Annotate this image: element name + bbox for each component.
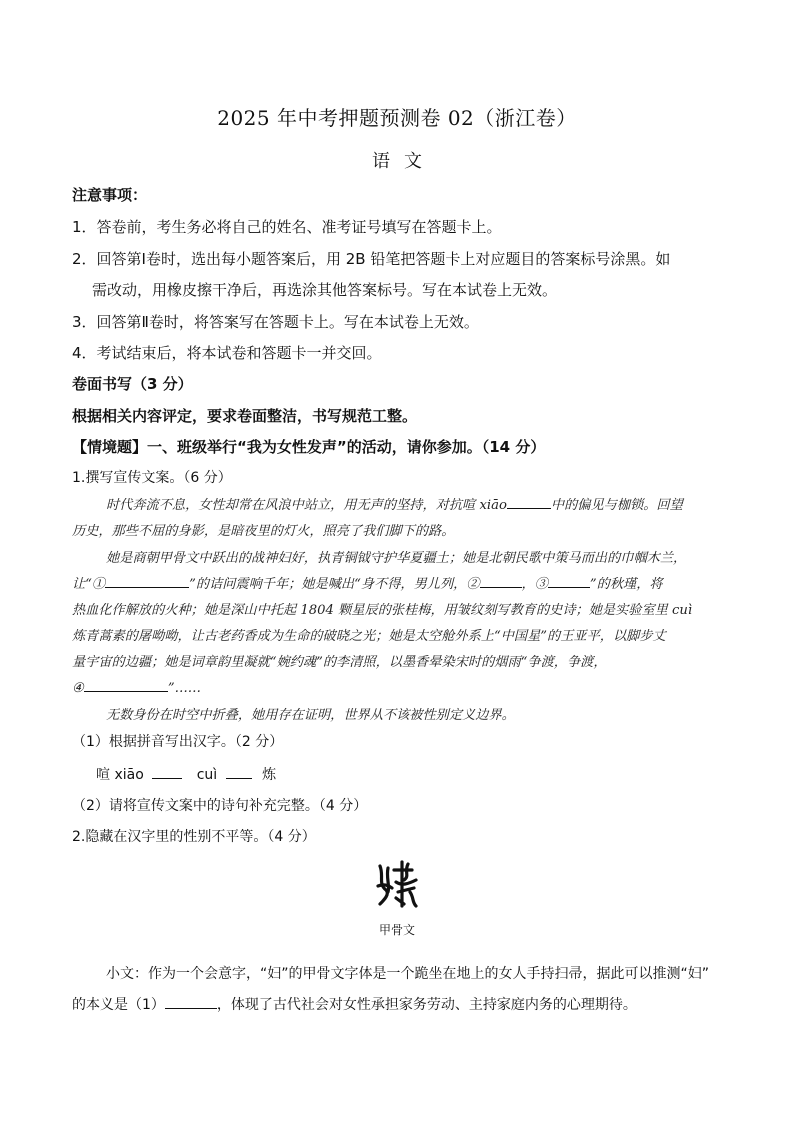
glyph-caption: 甲骨文: [378, 923, 415, 937]
q1-label: 1.撰写宣传文案。（6 分）: [72, 470, 232, 486]
passage-line-7: 量宇宙的边疆；她是词章韵里凝就“婉约魂”的李清照，以墨香晕染宋时的烟雨“争渡，争渡，: [72, 655, 607, 670]
q2-text: ，体现了古代社会对女性承担家务劳动、主持家庭内务的心理期待。: [216, 997, 637, 1013]
notice-heading: 注意事项：: [72, 186, 148, 204]
blank-2[interactable]: [480, 573, 522, 588]
passage-line-2: 历史，那些不屈的身影，是暗夜里的灯火，照亮了我们脚下的路。: [72, 524, 455, 539]
notice-item-2-cont: 需改动，用橡皮擦干净后，再选涂其他答案标号。写在本试卷上无效。: [92, 281, 558, 299]
notice-item-4: 4．考试结束后，将本试卷和答题卡一并交回。: [72, 344, 382, 362]
q2-text-line-2: [72, 994, 637, 1014]
q1-sub1: （1）根据拼音写出汉字。（2 分）: [72, 734, 284, 750]
passage-line-4: [72, 573, 663, 592]
page-title: 2025 年中考押题预测卷 02（浙江卷）: [217, 106, 577, 130]
notice-item-3: 3．回答第Ⅱ卷时，将答案写在答题卡上。写在本试卷上无效。: [72, 313, 479, 331]
passage-text: ，③: [521, 577, 548, 592]
blank-3[interactable]: [548, 573, 590, 588]
pinyin-word: 喧 xiāo: [96, 767, 144, 783]
q2-text: 的本义是（1）: [72, 997, 165, 1013]
answer-blank[interactable]: [507, 494, 551, 509]
pinyin-blank-1[interactable]: [152, 764, 182, 779]
passage-text: 中的偏见与枷锁。回望: [550, 498, 683, 513]
q2-text-line-1: 小文：作为一个会意字，“妇”的甲骨文字体是一个跪坐在地上的女人手持扫帚，据此可以推测“妇”: [106, 966, 710, 982]
passage-text: 让“①: [72, 577, 106, 592]
passage-text: ”的秋瑾，将: [589, 577, 663, 592]
notice-item-1: 1．答卷前，考生务必将自己的姓名、准考证号填写在答题卡上。: [72, 218, 502, 236]
oracle-bone-fu-glyph-icon: [374, 858, 420, 910]
handwriting-rule: 根据相关内容评定，要求卷面整洁，书写规范工整。: [72, 407, 418, 425]
passage-text: ”的诘问震响千年；她是喊出“身不得，男儿列，②: [189, 577, 480, 592]
section-heading: 【情境题】一、班级举行“我为女性发声”的活动，请你参加。（14 分）: [72, 438, 546, 456]
pinyin-row: [96, 764, 276, 784]
passage-line-6: 炼青蒿素的屠呦呦，让古老药香成为生命的破晓之光；她是太空舱外系上“中国星”的王亚平，以脚步丈: [72, 629, 666, 644]
q2-label: 2.隐藏在汉字里的性别不平等。（4 分）: [72, 829, 316, 845]
passage-line-1: [106, 494, 683, 513]
pinyin-blank-2[interactable]: [226, 764, 252, 779]
q1-sub2: （2）请将宣传文案中的诗句补充完整。（4 分）: [72, 798, 368, 814]
passage-text: 时代奔流不息，女性却常在风浪中站立，用无声的坚持，对抗喧 xiāo: [106, 498, 507, 513]
passage-line-8: [72, 677, 201, 696]
blank-4[interactable]: [84, 677, 168, 692]
pinyin-word: cuì: [196, 767, 218, 783]
passage-text: ④: [72, 681, 84, 696]
blank-1[interactable]: [105, 573, 189, 588]
passage-line-5: 热血化作解放的火种；她是深山中托起 1804 颗星辰的张桂梅，用皱纹刻写教育的史诗；她是实验室里 cuì: [72, 603, 693, 618]
subject-title: 语文: [372, 151, 436, 172]
passage-line-9: 无数身份在时空中折叠，她用存在证明，世界从不该被性别定义边界。: [106, 708, 515, 723]
handwriting-heading: 卷面书写（3 分）: [72, 375, 193, 393]
pinyin-word: 炼: [262, 767, 277, 783]
passage-line-3: 她是商朝甲骨文中跃出的战神妇好，执青铜钺守护华夏疆土；她是北朝民歌中策马而出的巾帼木兰，: [106, 551, 687, 566]
q2-blank-1[interactable]: [165, 994, 217, 1009]
passage-text: ”……: [167, 681, 201, 696]
notice-item-2: 2．回答第Ⅰ卷时，选出每小题答案后，用 2B 铅笔把答题卡上对应题目的答案标号涂黑。如: [72, 250, 671, 268]
